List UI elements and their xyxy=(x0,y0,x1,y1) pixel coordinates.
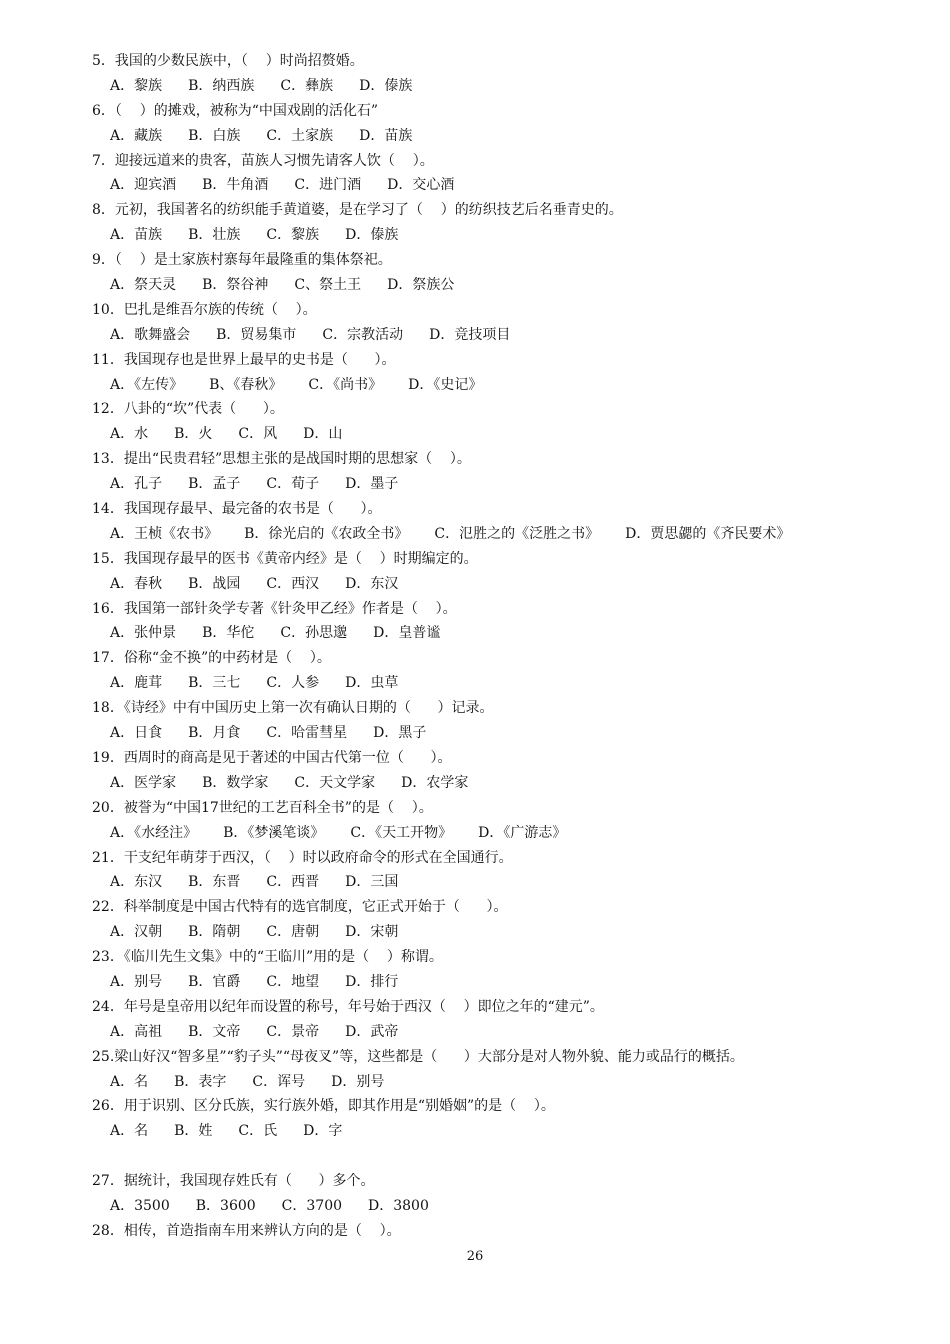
option-d: D．竞技项目 xyxy=(429,326,511,343)
page-number: 26 xyxy=(466,1249,484,1264)
option-a: A．鹿茸 xyxy=(110,675,163,692)
option-b: B．战园 xyxy=(188,575,241,592)
option-d: D．苗族 xyxy=(359,127,413,144)
option-d: D．东汉 xyxy=(345,575,399,592)
option-a: A．3500 xyxy=(110,1197,170,1214)
option-a: A．孔子 xyxy=(110,476,163,493)
option-c: C．《天工开物》 xyxy=(350,824,453,841)
option-c: C．地望 xyxy=(266,973,320,990)
option-a: A．水 xyxy=(110,426,149,443)
option-b: B．姓 xyxy=(174,1123,213,1140)
option-b: B、《春秋》 xyxy=(209,376,283,393)
option-a: A．名 xyxy=(110,1123,149,1140)
option-a: A．祭天灵 xyxy=(110,277,177,294)
option-d: D．宋朝 xyxy=(345,924,399,941)
option-b: B．三七 xyxy=(188,675,241,692)
option-a: A．苗族 xyxy=(110,227,163,244)
option-c: C．唐朝 xyxy=(266,924,320,941)
question-text: 27．据统计，我国现存姓氏有（ ）多个。 xyxy=(92,1173,375,1190)
options-row xyxy=(92,323,922,348)
option-c: C．西晋 xyxy=(266,874,320,891)
option-b: B．月食 xyxy=(188,725,241,742)
question-text: 18．《诗经》中有中国历史上第一次有确认日期的（ ）记录。 xyxy=(92,700,494,717)
option-d: D．墨子 xyxy=(345,476,399,493)
option-b: B．表字 xyxy=(174,1073,227,1090)
option-b: B．祭谷神 xyxy=(202,277,269,294)
option-a: A．东汉 xyxy=(110,874,163,891)
option-b: B．孟子 xyxy=(188,476,241,493)
option-c: C．《尚书》 xyxy=(308,376,383,393)
question-text: 6．（ ）的摊戏，被称为“中国戏剧的活化石” xyxy=(92,102,379,119)
option-b: B．文帝 xyxy=(188,1023,241,1040)
option-d: D．排行 xyxy=(345,973,399,990)
option-a: A．迎宾酒 xyxy=(110,177,177,194)
option-d: D．《史记》 xyxy=(408,376,483,393)
question-text: 24．年号是皇帝用以纪年而设置的称号，年号始于西汉（ ）即位之年的“建元”。 xyxy=(92,998,604,1015)
option-c: C．诨号 xyxy=(252,1073,306,1090)
option-c: C．孙思邈 xyxy=(280,625,348,642)
option-a: A．藏族 xyxy=(110,127,163,144)
options-row xyxy=(92,74,922,99)
options-row xyxy=(92,721,922,746)
options-row xyxy=(92,671,922,696)
option-a: A．别号 xyxy=(110,973,163,990)
option-c: C．人参 xyxy=(266,675,320,692)
option-d: D．别号 xyxy=(331,1073,385,1090)
option-b: B．东晋 xyxy=(188,874,241,891)
question-text: 23．《临川先生文集》中的“王临川”用的是（ ）称谓。 xyxy=(92,949,443,966)
option-b: B．徐光启的《农政全书》 xyxy=(244,525,409,542)
question-text: 8．元初，我国著名的纺织能手黄道婆，是在学习了（ ）的纺织技艺后名垂青史的。 xyxy=(92,202,623,219)
options-row xyxy=(92,870,922,895)
option-c: C．土家族 xyxy=(266,127,334,144)
question-text: 26．用于识别、区分氏族，实行族外婚，即其作用是“别婚姻”的是（ ）。 xyxy=(92,1098,555,1115)
option-c: C．氾胜之的《泛胜之书》 xyxy=(434,525,600,542)
option-c: C．彝族 xyxy=(280,77,334,94)
question-text: 17．俗称“金不换”的中药材是（ ）。 xyxy=(92,650,331,667)
option-c: C．西汉 xyxy=(266,575,320,592)
options-row xyxy=(92,124,922,149)
option-b: B．3600 xyxy=(195,1197,256,1214)
option-a: A．《水经注》 xyxy=(110,824,198,841)
option-d: D．交心酒 xyxy=(387,177,455,194)
option-b: B．白族 xyxy=(188,127,241,144)
options-row xyxy=(92,273,922,298)
question-text: 9．（ ）是土家族村寨每年最隆重的集体祭祀。 xyxy=(92,252,392,269)
option-d: D．三国 xyxy=(345,874,399,891)
option-d: D．傣族 xyxy=(359,77,413,94)
option-b: B．贸易集市 xyxy=(216,326,297,343)
options-row xyxy=(92,373,922,398)
question-text: 16．我国第一部针灸学专著《针灸甲乙经》作者是（ ）。 xyxy=(92,600,457,617)
option-b: B．壮族 xyxy=(188,227,241,244)
options-row xyxy=(92,472,922,497)
question-text: 28．相传，首造指南车用来辨认方向的是（ ）。 xyxy=(92,1222,401,1239)
question-text: 10．巴扎是维吾尔族的传统（ ）。 xyxy=(92,301,317,318)
options-row xyxy=(92,771,922,796)
option-b: B．官爵 xyxy=(188,973,241,990)
option-c: C．荀子 xyxy=(266,476,320,493)
options-row xyxy=(92,821,922,846)
option-d: D．农学家 xyxy=(401,774,469,791)
question-list xyxy=(92,49,922,1244)
option-a: A．歌舞盛会 xyxy=(110,326,191,343)
option-a: A．王桢《农书》 xyxy=(110,525,219,542)
option-b: B．《梦溪笔谈》 xyxy=(223,824,325,841)
option-c: C．3700 xyxy=(281,1197,343,1214)
option-d: D．祭族公 xyxy=(387,277,455,294)
question-text: 11．我国现存也是世界上最早的史书是（ ）。 xyxy=(92,351,396,368)
options-row xyxy=(92,920,922,945)
option-b: B．纳西族 xyxy=(188,77,255,94)
option-d: D．贾思勰的《齐民要术》 xyxy=(625,525,791,542)
option-d: D．虫草 xyxy=(345,675,399,692)
option-a: A．汉朝 xyxy=(110,924,163,941)
options-row xyxy=(92,1020,922,1045)
option-c: C、祭土王 xyxy=(294,277,362,294)
option-a: A．高祖 xyxy=(110,1023,163,1040)
option-c: C．景帝 xyxy=(266,1023,320,1040)
question-text: 12．八卦的“坎”代表（ ）。 xyxy=(92,401,284,418)
option-a: A．名 xyxy=(110,1073,149,1090)
options-row xyxy=(92,1119,922,1144)
question-text: 25.梁山好汉“智多星”“豹子头”“母夜叉”等，这些都是（ ）大部分是对人物外貌、能力或品行的概括。 xyxy=(92,1048,744,1065)
options-row xyxy=(92,970,922,995)
option-d: D．3800 xyxy=(368,1197,429,1214)
question-text: 22．科举制度是中国古代特有的选官制度，它正式开始于（ ）。 xyxy=(92,899,508,916)
option-d: D．《广游志》 xyxy=(478,824,567,841)
question-text: 14．我国现存最早、最完备的农书是（ ）。 xyxy=(92,501,382,518)
option-a: A．日食 xyxy=(110,725,163,742)
option-b: B．火 xyxy=(174,426,213,443)
option-a: A．《左传》 xyxy=(110,376,184,393)
options-row xyxy=(92,422,922,447)
options-row xyxy=(92,1194,922,1219)
option-d: D．山 xyxy=(303,426,343,443)
option-d: D．皇普谧 xyxy=(373,625,441,642)
option-c: C．宗教活动 xyxy=(322,326,404,343)
question-text: 5．我国的少数民族中，（ ）时尚招赘婚。 xyxy=(92,53,364,69)
option-d: D．黑子 xyxy=(373,725,427,742)
options-row xyxy=(92,522,922,547)
blank-gap xyxy=(92,1144,922,1169)
options-row xyxy=(92,572,922,597)
option-a: A．医学家 xyxy=(110,774,177,791)
option-b: B．牛角酒 xyxy=(202,177,269,194)
option-c: C．风 xyxy=(238,426,278,443)
options-row xyxy=(92,223,922,248)
option-c: C．氏 xyxy=(238,1123,278,1140)
options-row xyxy=(92,1070,922,1095)
option-d: D．武帝 xyxy=(345,1023,399,1040)
option-d: D．字 xyxy=(303,1123,343,1140)
option-b: B．隋朝 xyxy=(188,924,241,941)
option-a: A．春秋 xyxy=(110,575,163,592)
options-row xyxy=(92,173,922,198)
options-row xyxy=(92,621,922,646)
question-text: 7．迎接远道来的贵客，苗族人习惯先请客人饮（ ）。 xyxy=(92,152,434,169)
option-b: B．华佗 xyxy=(202,625,255,642)
question-text: 21．干支纪年萌芽于西汉，（ ）时以政府命令的形式在全国通行。 xyxy=(92,849,513,866)
option-a: A．张仲景 xyxy=(110,625,177,642)
question-text: 15．我国现存最早的医书《黄帝内经》是（ ）时期编定的。 xyxy=(92,550,478,567)
option-b: B．数学家 xyxy=(202,774,269,791)
option-d: D．傣族 xyxy=(345,227,399,244)
question-text: 19．西周时的商高是见于著述的中国古代第一位（ ）。 xyxy=(92,749,452,766)
question-text: 13．提出“民贵君轻”思想主张的是战国时期的思想家（ ）。 xyxy=(92,451,471,468)
option-c: C．哈雷彗星 xyxy=(266,725,348,742)
option-c: C．黎族 xyxy=(266,227,320,244)
question-text: 20．被誉为“中国17世纪的工艺百科全书”的是（ ）。 xyxy=(92,799,433,816)
option-c: C．进门酒 xyxy=(294,177,362,194)
option-a: A．黎族 xyxy=(110,77,163,94)
option-c: C．天文学家 xyxy=(294,774,376,791)
